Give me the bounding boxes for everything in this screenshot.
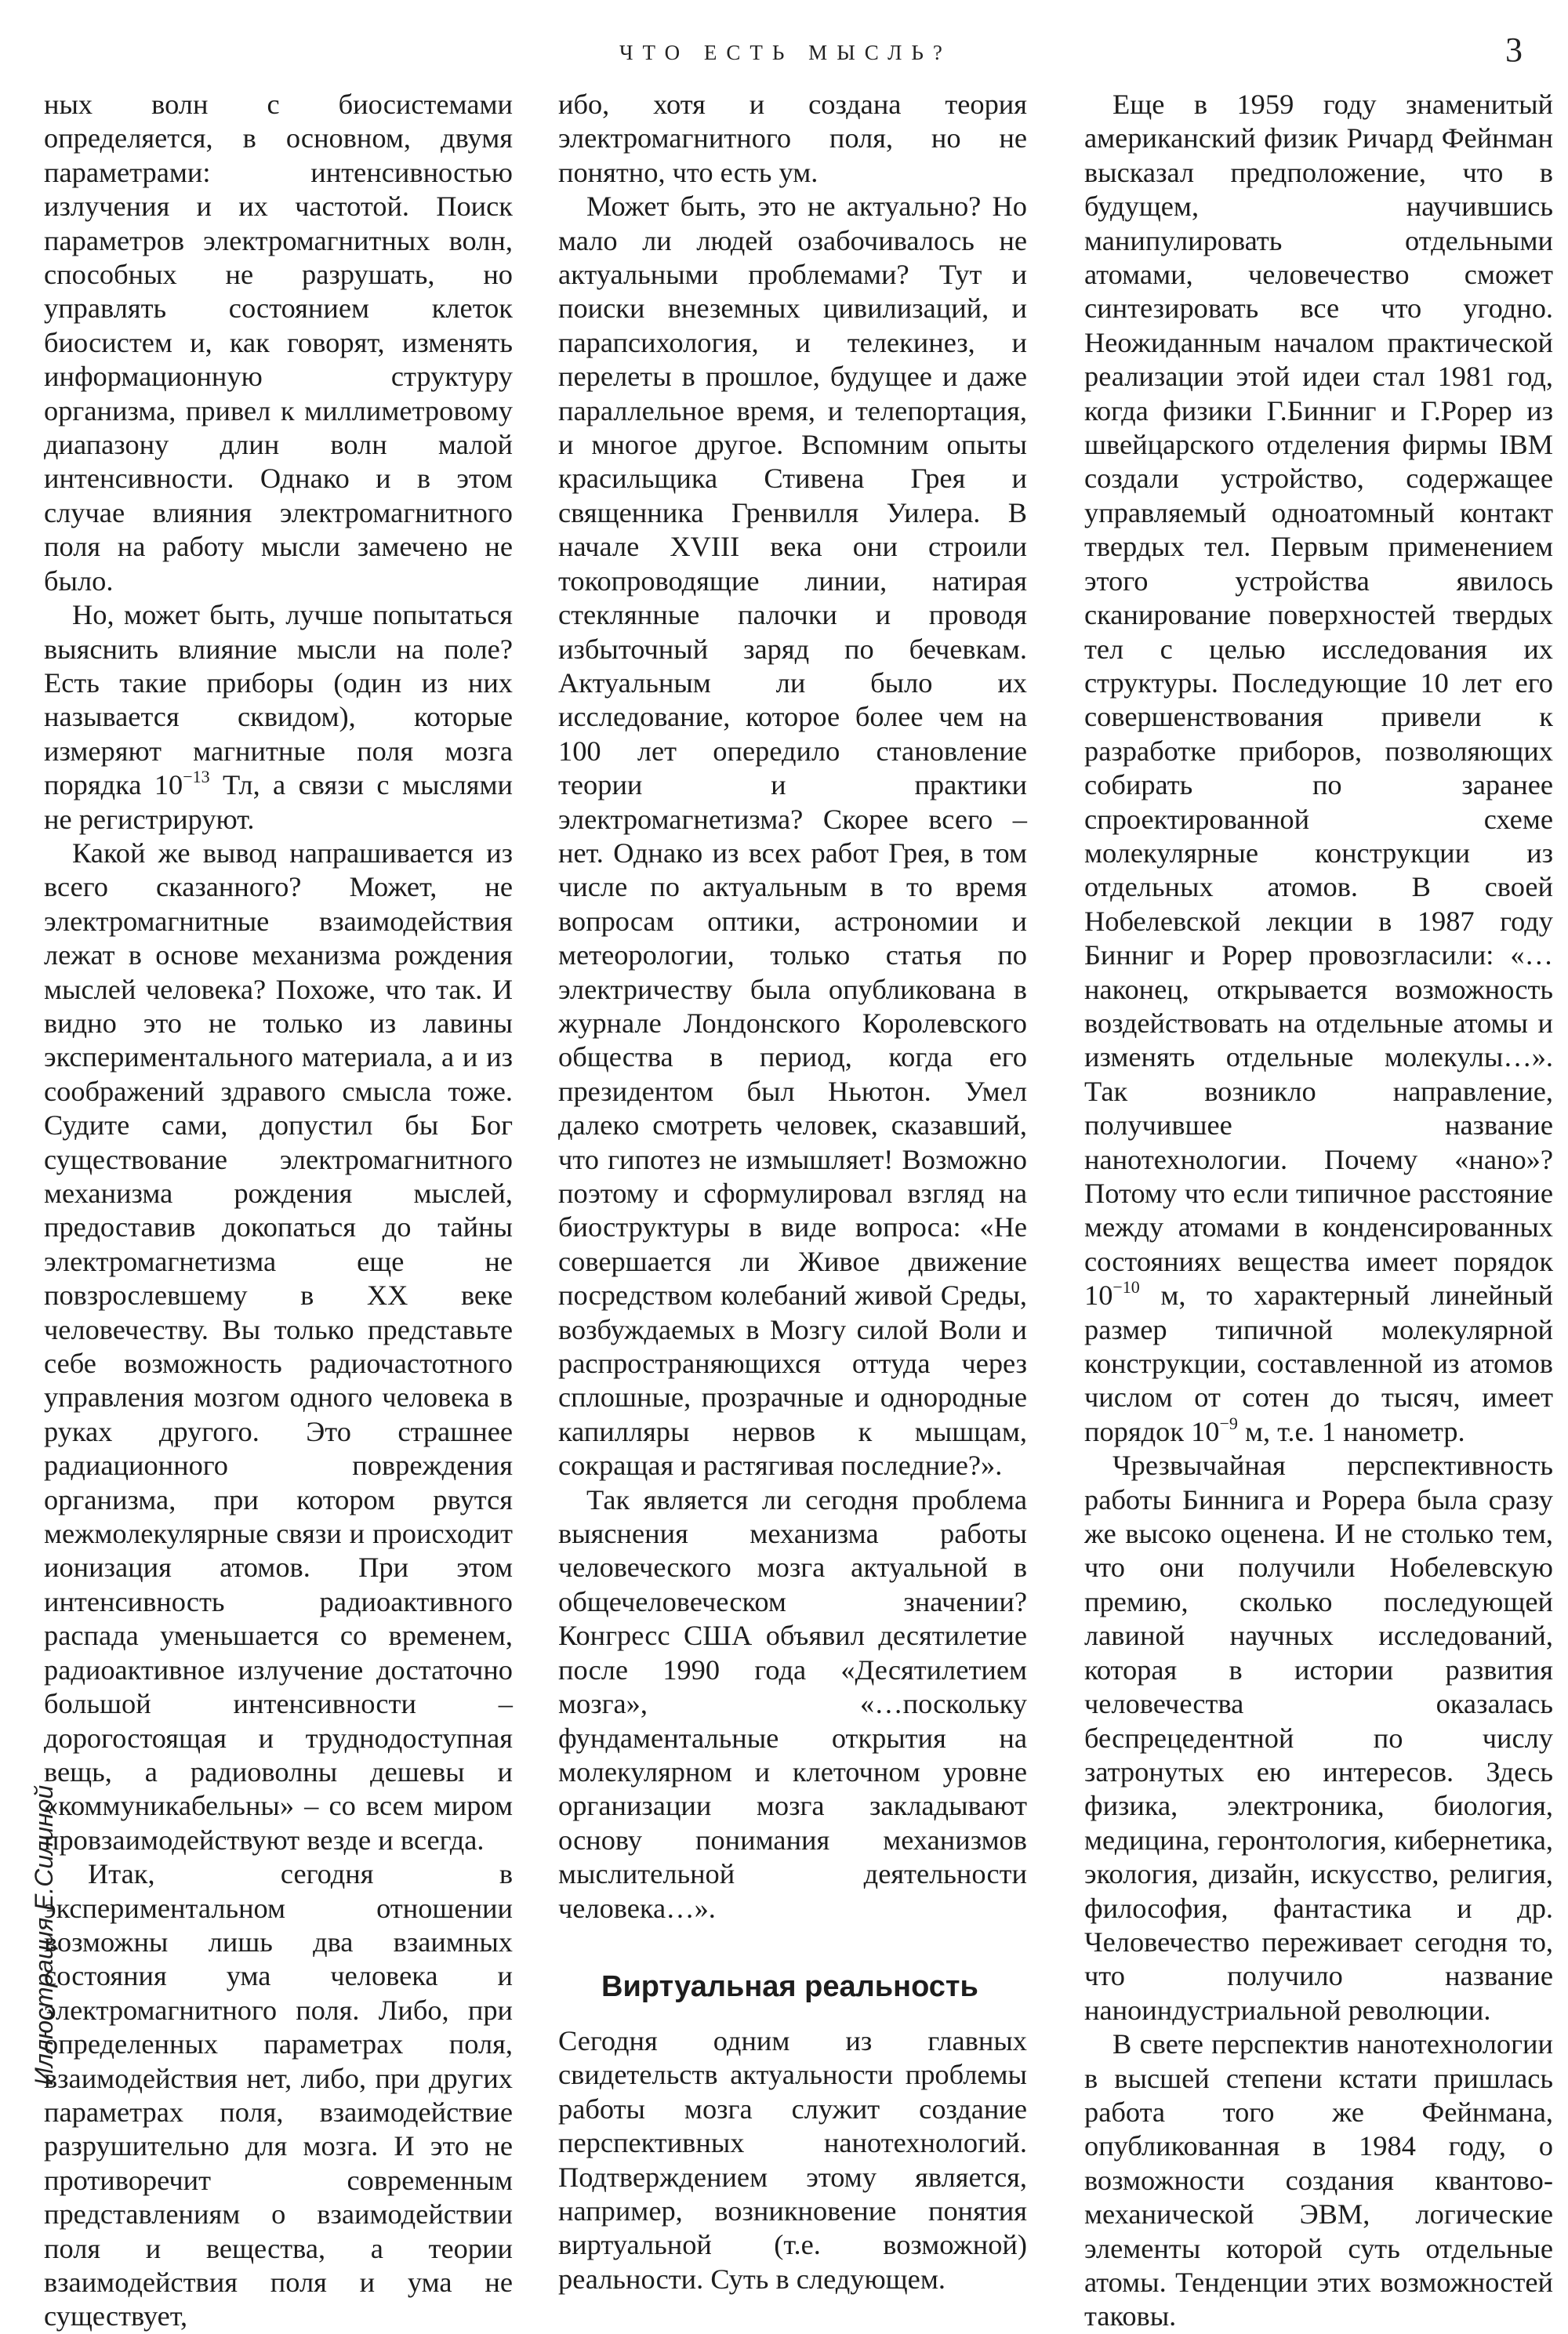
text-column-2 (558, 88, 1027, 2295)
paragraph: В свете перспектив нанотехнологии в высшей степени кстати пришлась работа того же Фейнмана, опубликованная в 1984 году, о возможности создания квантово-механической ЭВМ, логические элементы которой суть отдельные атомы. Тенденции этих возможностей таковы. (1084, 2028, 1553, 2332)
section-heading: Виртуальная реальность (601, 1969, 978, 2003)
text-run: Тл, а связи с мыслями не регистрируют. (44, 769, 513, 835)
text-run: Но, может быть, лучше попытаться выяснить влияние мысли на поле? Есть такие приборы (один из них называется сквидом), которые измеряют магнитные поля мозга порядка 10 (44, 599, 513, 801)
paragraph: Чрезвычайная перспективность работы Биннига и Popepa была сразу же высоко оценена. И не столько тем, что они получили Нобелевскую премию, сколько последующей лавиной научных исследований, которая в истории развития человечества оказалась беспрецедентной по числу затронутых ею интересов. Здесь физика, электроника, биология, медицина, геронтология, кибернетика, экология, дизайн, искусство, религия, философия, фантастика и др. Человечество переживает сегодня то, что получило название наноиндустриальной революции. (1084, 1450, 1553, 2026)
text-run: Еще в 1959 году знаменитый американский физик Ричард Фейнман высказал предположение, что в будущем, научившись манипулировать отдельными атомами, человечество сможет синтезировать все что угодно. Неожиданным началом практической реализации этой идеи стал 1981 год, когда физики Г.Бинниг и Г.Popep из швейцарского отделения фирмы IBM создали устройство, содержащее управляемый одноатомный контакт твердых тел. Первым применением этого устройства явилось сканирование поверхностей твердых тел с целью исследования их структуры. Последующие 10 лет его совершенствования привели к разработке приборов, позволяющих собирать по заранее спроектированной схеме молекулярные конструкции из отдельных атомов. В своей Нобелевской лекции в 1987 году Бинниг и Рорер провозгласили: «…наконец, открывается возможность воздействовать на отдельные атомы и изменять отдельные молекулы…». Так возникло направление, получившее название нанотехнологии. Почему «нано»? Потому что если типичное расстояние между атомами в конденсированных состояниях вещества имеет порядок 10 (1084, 89, 1553, 1312)
running-title: ЧТО ЕСТЬ МЫСЛЬ? (619, 41, 952, 64)
exponent: −9 (1219, 1413, 1238, 1433)
paragraph: Какой же вывод напрашивается из всего сказанного? Может, не электромагнитные взаимодействия лежат в основе механизма рождения мыслей человека? Похоже, что так. И видно это не только из лавины экспериментального материала, а и из соображений здравого смысла тоже. Судите сами, допустил бы Бог существование электромагнитного механизма рождения мыслей, предоставив докопаться до тайны электромагнетизма еще не повзрослевшему в XX веке человечеству. Вы только представьте себе возможность радиочастотного управления мозгом одного человека в руках другого. Это страшнее радиационного повреждения организма, при котором рвутся межмолекулярные связи и происходит ионизация атомов. При этом интенсивность радиоактивного распада уменьшается со временем, радиоактивное излучение достаточно большой интенсивности – дорогостоящая и труднодоступная вещь, а радиоволны дешевы и «коммуникабельны» – со всем миром провзаимодействуют везде и всегда. (44, 837, 513, 1856)
illustration-credit: Иллюстрация Е.Силиной (30, 1784, 58, 2085)
paragraph (44, 598, 513, 837)
paragraph: Итак, сегодня в экспериментальном отношении возможны лишь два взаимных состояния ума человека и электромагнитного поля. Либо, при определенных параметрах поля, взаимодействия нет, либо, при других параметрах поля, взаимодействие разрушительно для мозга. И это не противоречит современным представлениям о взаимодействии поля и вещества, а теории взаимодействия поля и ума не существует, (44, 1858, 513, 2332)
paragraph: ных волн с биосистемами определяется, в основном, двумя параметрами: интенсивностью излучения и их частотой. Поиск параметров электромагнитных волн, способных не разрушать, но управлять состоянием клеток биосистем и, как говорят, изменять информационную структуру организма, привел к миллиметровому диапазону длин волн малой интенсивности. Однако и в этом случае влияния электромагнитного поля на работу мысли замечено не было. (44, 89, 513, 597)
paragraph (1084, 88, 1553, 1449)
paragraph: Сегодня одним из главных свидетельств актуальности проблемы работы мозга служит создание перспективных нанотехнологий. Подтверждением этому является, например, возникновение понятия виртуальной (т.е. возможной) реальности. Суть в следующем. (558, 2024, 1027, 2295)
paragraph: ибо, хотя и создана теория электромагнитного поля, но не понятно, что есть ум. (558, 89, 1027, 188)
page-header (0, 30, 1568, 77)
exponent: −10 (1112, 1277, 1140, 1298)
text-column-1 (44, 88, 513, 2332)
exponent: −13 (183, 767, 210, 786)
paragraph: Так является ли сегодня проблема выяснения механизма работы человеческого мозга актуальной в общечеловеческом значении? Конгресс США объявил десятилетие после 1990 года «Десятилетием мозга», «…поскольку фундаментальные открытия на молекулярном и клеточном уровне организации мозга закладывают основу понимания механизмов мыслительной деятельности человека…». (558, 1483, 1027, 1924)
text-run: м, т.е. 1 нанометр. (1237, 1415, 1465, 1447)
paragraph: Может быть, это не актуально? Но мало ли людей озабочивалось не актуальными проблемами? Тут и поиски внеземных цивилизаций, и парапсихология, и телекинез, и перелеты в прошлое, будущее и даже параллельное время, и телепортация, и многое другое. Вспомним опыты красильщика Стивена Грея и священника Гренвилля Уилера. В начале XVIII века они строили токопроводящие линии, натирая стеклянные палочки и проводя избыточный заряд по бечевкам. Актуальным ли было их исследование, которое более чем на 100 лет опередило становление теории и практики электромагнетизма? Скорее всего – нет. Однако из всех работ Грея, в том числе по актуальным в то время вопросам оптики, астрономии и метеорологии, только статья по электричеству была опубликована в журнале Лондонского Королевского общества в период, когда его президентом был Ньютон. Умел далеко смотреть человек, сказавший, что гипотез не измышляет! Возможно поэтому и сформулировал взгляд на биоструктуры в виде вопроса: «Не совершается ли Живое движение посредством колебаний живой Среды, возбуждаемых в Мозгу силой Воли и распространяющихся оттуда через сплошные, прозрачные и однородные капилляры нервов к мышцам, сокращая и растягивая последние?». (558, 191, 1027, 1482)
text-column-3 (1084, 88, 1553, 2332)
text-run: м, то характерный линейный размер типичной молекулярной конструкции, составленной из атомов числом от сотен до тысяч, имеет порядок 10 (1084, 1280, 1553, 1447)
page-number: 3 (1505, 31, 1523, 69)
